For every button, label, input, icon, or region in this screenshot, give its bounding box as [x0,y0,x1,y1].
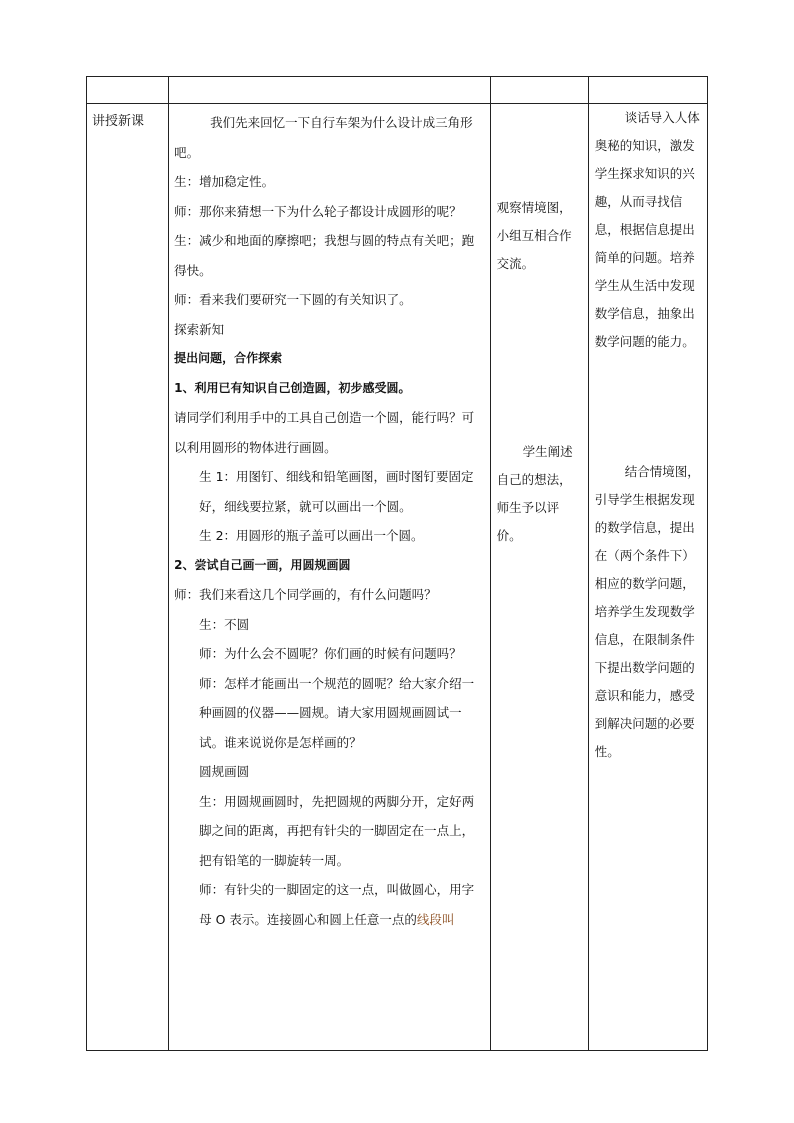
lesson-plan-table [86,76,708,1051]
lesson-line: 师：怎样才能画出一个规范的圆呢？给大家介绍一种画圆的仪器——圆规。请大家用圆规画圆试一试。谁来说说你是怎样画的？ [199,675,475,750]
lesson-line: 生：减少和地面的摩擦吧；我想与圆的特点有关吧；跑得快。 [174,233,475,278]
lesson-line: 生：用圆规画圆时，先把圆规的两脚分开，定好两脚之间的距离，再把有针尖的一脚固定在一点上，把有铅笔的一脚旋转一周。 [199,793,475,868]
activity-text: 学生阐述自己的想法，师生予以评价。 [496,444,573,543]
lesson-line: 生 1：用图钉、细线和铅笔画图，画时图钉要固定好，细线要拉紧，就可以画出一个圆。 [199,469,474,514]
lesson-text: 师：有针尖的一脚固定的这一点，叫做圆心，用字母 O 表示。连接圆心和圆上任意一点的 [199,882,475,927]
goal-text: 谈话导入人体奥秘的知识，激发学生探求知识的兴趣，从而寻找信息，根据信息提出简单的问题。培养学生从生活中发现数学信息，抽象出数学问题的能力。 [594,110,700,349]
lesson-line: 师：看来我们要研究一下圆的有关知识了。 [174,292,412,307]
lesson-line: 师：为什么会不圆呢？你们画的时候有问题吗？ [199,646,462,661]
goal-text: 结合情境图，引导学生根据发现的数学信息，提出在（两个条件下）相应的数学问题，培养学生发现数学信息，在限制条件下提出数学问题的意识和能力，感受到解决问题的必要性。 [594,464,700,759]
lesson-line: 师：那你来猜想一下为什么轮子都设计成圆形的呢？ [174,203,462,219]
lesson-line [174,875,485,934]
header-cell-2 [169,77,491,104]
lesson-highlight: 线段叫 [416,911,455,927]
activity-text: 观察情境图，小组互相合作交流。 [496,200,572,271]
lesson-line: 生 2：用圆形的瓶子盖可以画出一个圆。 [199,528,424,543]
lesson-line: 师：我们来看这几个同学画的，有什么问题吗？ [174,587,437,602]
header-cell-3 [490,77,588,104]
header-cell-1 [87,77,169,104]
design-intent [588,104,707,1051]
lesson-intro: 我们先来回忆一下自行车架为什么设计成三角形吧。 [174,115,473,160]
header-row [87,77,708,104]
lesson-bold-heading: 2、尝试自己画一画，用圆规画圆 [174,557,351,572]
lesson-content [169,104,491,1051]
lesson-line: 请同学们利用手中的工具自己创造一个圆，能行吗？可以利用圆形的物体进行画圆。 [174,410,475,455]
lesson-line: 生：不圆 [199,616,250,632]
header-cell-4 [588,77,707,104]
lesson-bold-heading: 1、利用已有知识自己创造圆，初步感受圆。 [174,380,411,395]
student-activity [490,104,588,1051]
lesson-bold-heading: 提出问题，合作探索 [174,351,283,365]
content-row [87,104,708,1051]
section-label: 讲授新课 [87,104,169,1051]
lesson-line: 生：增加稳定性。 [174,174,275,189]
lesson-subheading: 探索新知 [174,321,225,337]
lesson-subheading: 圆规画圆 [199,764,250,779]
